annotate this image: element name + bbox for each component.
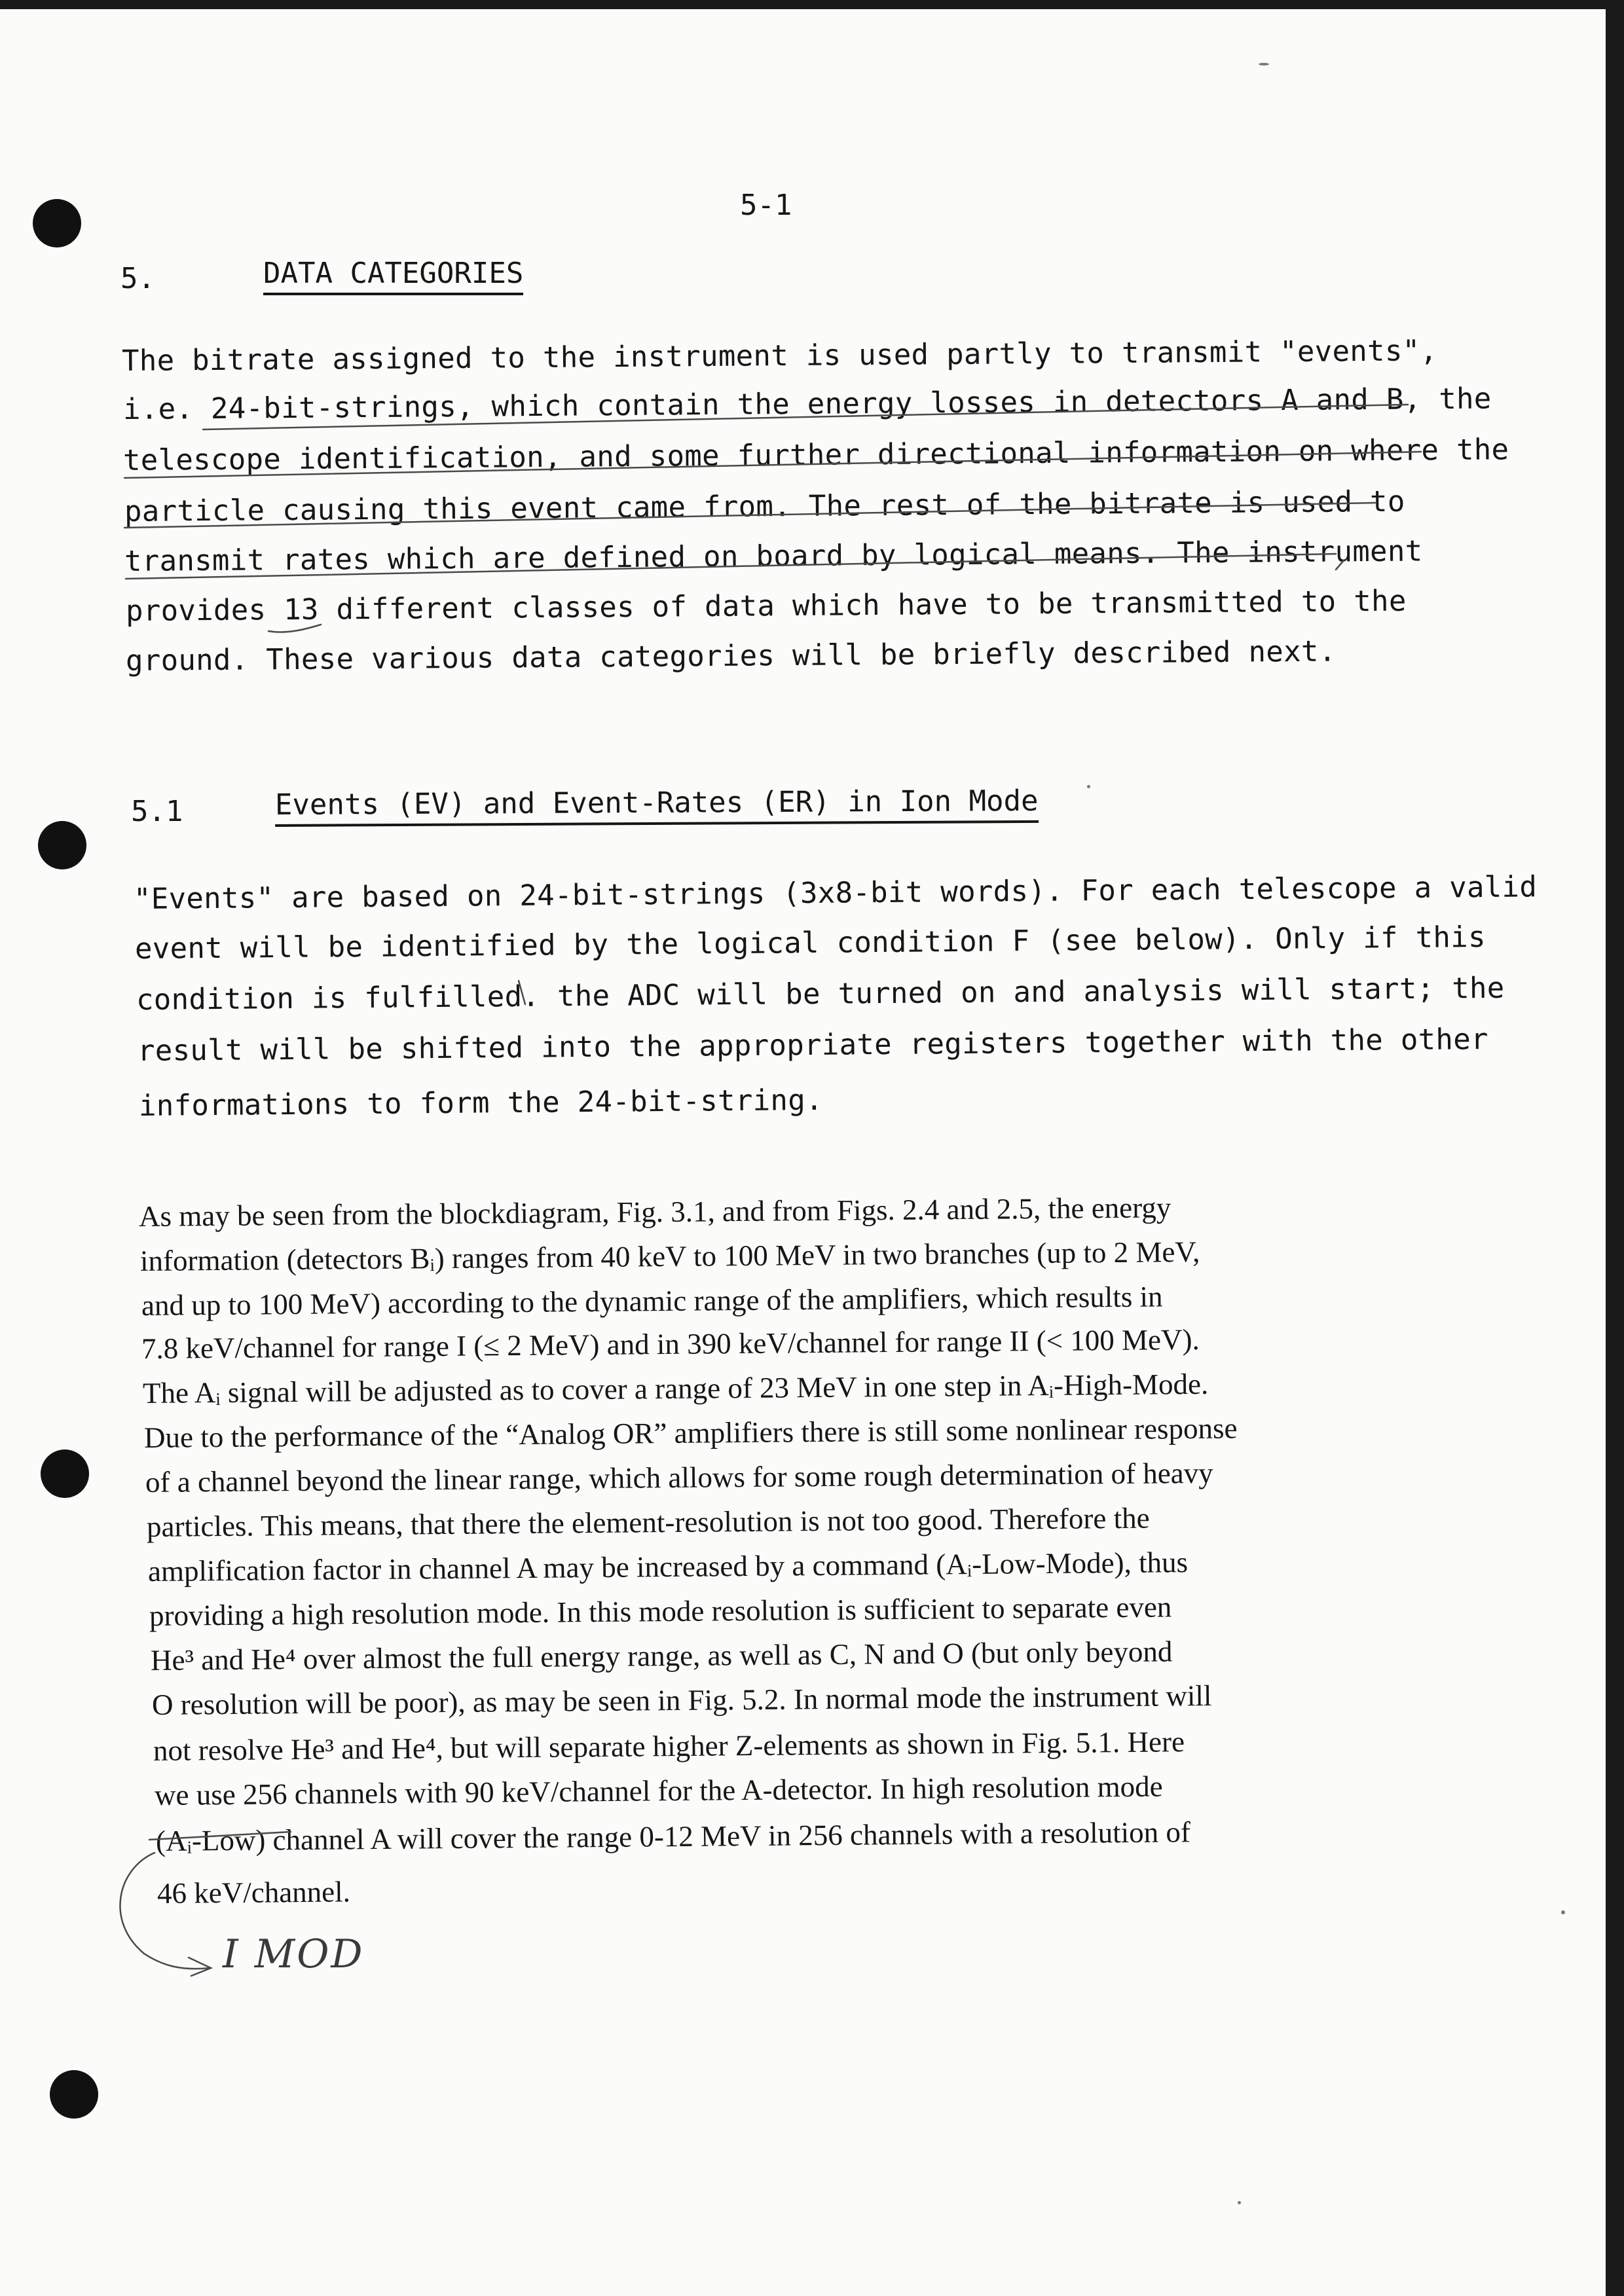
printed-line: He³ and He⁴ over almost the full energy range, as well as C, N and O (but only beyond: [150, 1635, 1173, 1677]
paragraph-line: i.e. 24-bit-strings, which contain the energy losses in detectors A and B, the: [122, 382, 1492, 426]
paragraph-line: transmit rates which are defined on board by logical means. The instrument: [124, 534, 1423, 578]
scan-speck: [1087, 785, 1090, 788]
arrow-icon: [120, 1853, 210, 1969]
paragraph-line: result will be shifted into the appropriate registers together with the other: [137, 1022, 1489, 1068]
arrow-head-icon: [189, 1958, 211, 1976]
punch-hole: [38, 821, 86, 869]
printed-line: information (detectors Bᵢ) ranges from 40 keV to 100 MeV in two branches (up to 2 MeV,: [139, 1235, 1200, 1277]
section-number: 5.: [120, 262, 155, 295]
printed-line: we use 256 channels with 90 keV/channel for the A-detector. In high resolution mode: [154, 1770, 1163, 1812]
subsection-title: Events (EV) and Event-Rates (ER) in Ion Mode: [275, 784, 1039, 827]
page-number: 5-1: [740, 189, 792, 222]
paragraph-line: provides 13 different classes of data which have to be transmitted to the: [125, 584, 1407, 628]
punch-hole: [50, 2070, 98, 2119]
printed-line: 7.8 keV/channel for range I (≤ 2 MeV) and in 390 keV/channel for range II (< 100 MeV).: [141, 1322, 1200, 1365]
printed-line: (Aᵢ-Low) channel A will cover the range 0-12 MeV in 256 channels with a resolution of: [155, 1815, 1191, 1857]
paragraph-line: telescope identification, and some further directional information on where the: [122, 433, 1509, 477]
punch-hole: [33, 199, 81, 247]
paragraph-line: "Events" are based on 24-bit-strings (3x8-bit words). For each telescope a valid: [133, 870, 1538, 916]
paragraph-line: ground. These various data categories will be briefly described next.: [125, 634, 1337, 678]
paragraph-line: condition is fulfilled. the ADC will be turned on and analysis will start; the: [136, 971, 1505, 1017]
printed-line: As may be seen from the blockdiagram, Fig. 3.1, and from Figs. 2.4 and 2.5, the energy: [138, 1191, 1172, 1233]
printed-line: of a channel beyond the linear range, which allows for some rough determination of heavy: [145, 1456, 1213, 1499]
subsection-number: 5.1: [131, 795, 183, 828]
printed-line: amplification factor in channel A may be increased by a command (Aᵢ-Low-Mode), thus: [147, 1546, 1189, 1588]
printed-line: The Aᵢ signal will be adjusted as to cover a range of 23 MeV in one step in Aᵢ-High-Mode.: [142, 1367, 1209, 1410]
section-title: DATA CATEGORIES: [263, 257, 523, 295]
printed-line: not resolve He³ and He⁴, but will separate higher Z-elements as shown in Fig. 5.1. Here: [153, 1725, 1185, 1767]
paragraph-line: The bitrate assigned to the instrument is used partly to transmit "events",: [121, 334, 1438, 378]
printed-line: providing a high resolution mode. In this mode resolution is sufficient to separate even: [149, 1590, 1172, 1632]
scan-speck: [1561, 1910, 1565, 1914]
scan-speck: [1259, 63, 1269, 65]
printed-line: particles. This means, that there the element-resolution is not too good. Therefore the: [146, 1501, 1150, 1543]
printed-line: O resolution will be poor), as may be seen in Fig. 5.2. In normal mode the instrument will: [151, 1679, 1212, 1721]
paragraph-line: informations to form the 24-bit-string.: [138, 1083, 824, 1123]
punch-hole: [41, 1449, 89, 1498]
scan-speck: [1238, 2201, 1241, 2204]
printed-line: and up to 100 MeV) according to the dynamic range of the amplifiers, which results in: [141, 1280, 1163, 1322]
printed-line: 46 keV/channel.: [157, 1875, 351, 1910]
scanned-page: [0, 9, 1606, 2296]
handwritten-note: I MOD: [223, 1931, 365, 1977]
printed-line: Due to the performance of the “Analog OR” amplifiers there is still some nonlinear response: [143, 1412, 1238, 1454]
paragraph-line: particle causing this event came from. The rest of the bitrate is used to: [124, 484, 1405, 528]
paragraph-line: event will be identified by the logical condition F (see below). Only if this: [134, 920, 1486, 966]
